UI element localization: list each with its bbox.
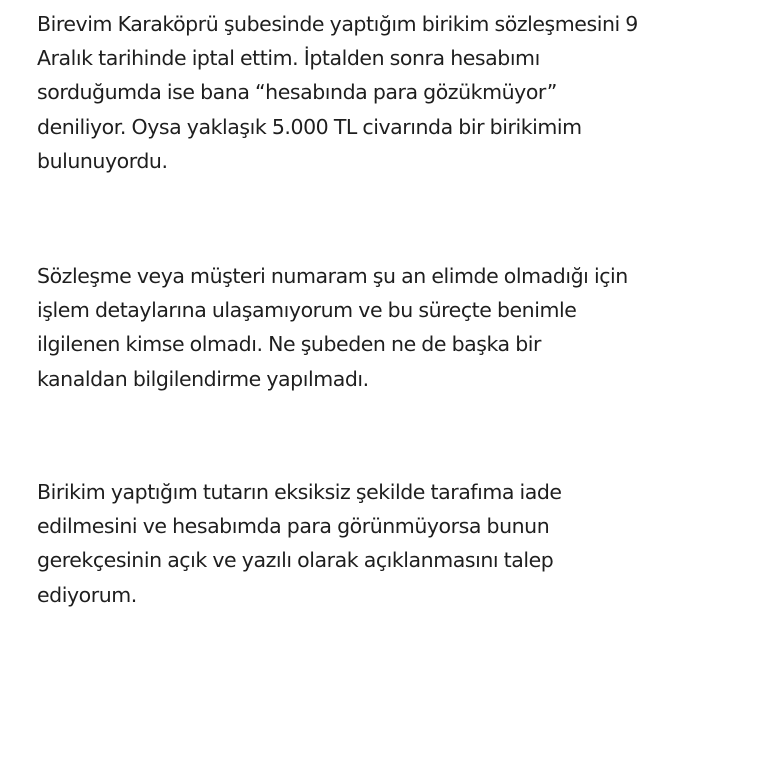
text-line: ediyorum. xyxy=(37,582,137,607)
paragraph-refund-request xyxy=(37,475,757,612)
text-line: deniliyor. Oysa yaklaşık 5.000 TL civarında bir birikimim xyxy=(37,114,582,139)
text-line: bulunuyordu. xyxy=(37,148,168,173)
text-line: Birevim Karaköprü şubesinde yaptığım birikim sözleşmesini 9 xyxy=(37,12,638,36)
paragraph-cancellation-details xyxy=(37,7,757,178)
paragraph-no-information xyxy=(37,259,757,396)
text-line: kanaldan bilgilendirme yapılmadı. xyxy=(37,366,369,391)
text-line: Aralık tarihinde iptal ettim. İptalden sonra hesabımı xyxy=(37,46,540,71)
text-line: sorduğumda ise bana “hesabında para gözükmüyor” xyxy=(37,80,557,105)
text-line: edilmesini ve hesabımda para görünmüyorsa bunun xyxy=(37,514,550,539)
text-line: Birikim yaptığım tutarın eksiksiz şekilde tarafıma iade xyxy=(37,480,562,504)
text-line: işlem detaylarına ulaşamıyorum ve bu süreçte benimle xyxy=(37,298,577,323)
text-line: Sözleşme veya müşteri numaram şu an elimde olmadığı için xyxy=(37,264,628,288)
text-line: ilgilenen kimse olmadı. Ne şubeden ne de başka bir xyxy=(37,332,542,357)
text-line: gerekçesinin açık ve yazılı olarak açıklanmasını talep xyxy=(37,548,554,573)
